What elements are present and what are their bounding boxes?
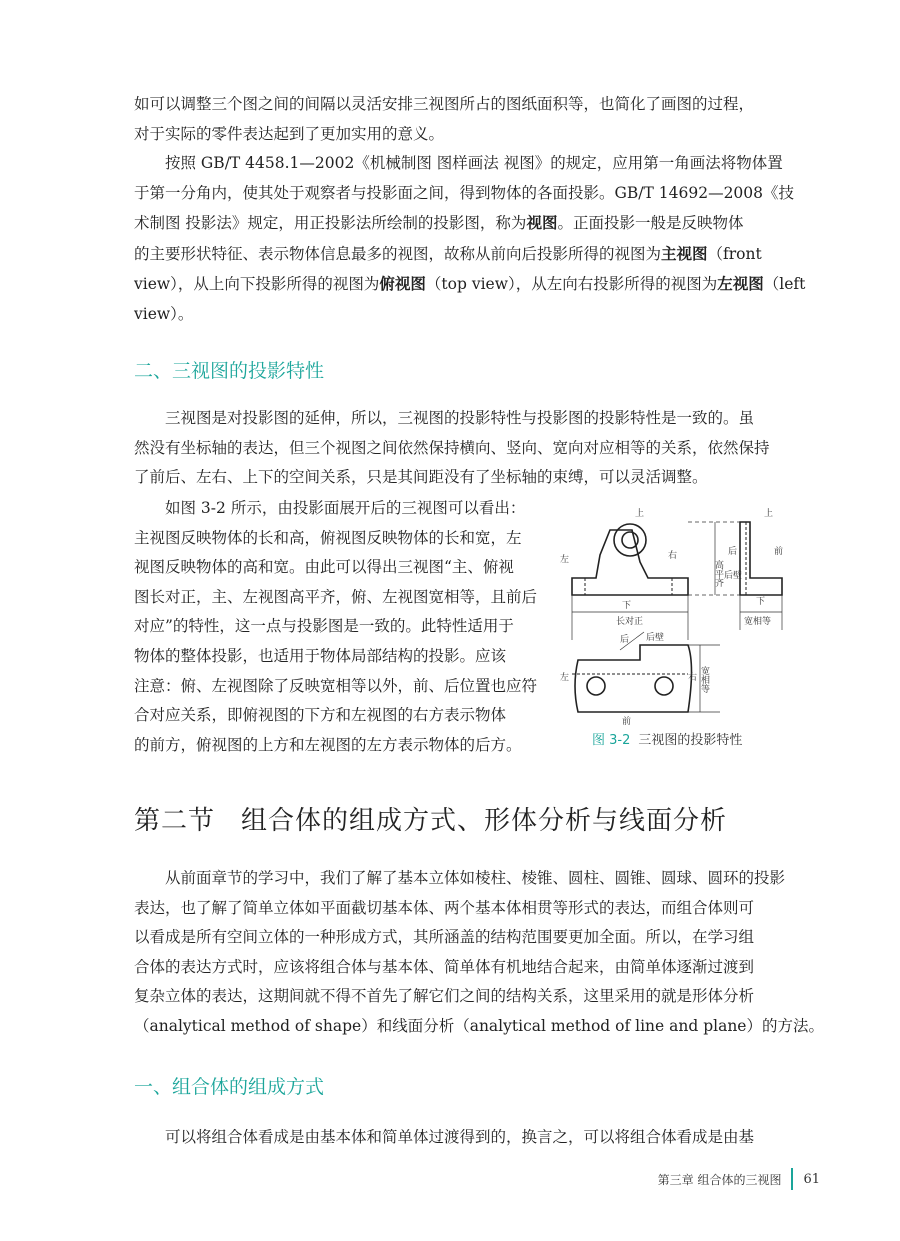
page-section-title bbox=[134, 800, 727, 837]
text-line: 如可以调整三个图之间的间隔以灵活安排三视图所占的图纸面积等，也简化了画图的过程， bbox=[134, 95, 755, 113]
text-line: 了前后、左右、上下的空间关系，只是其间距没有了坐标轴的束缚，可以灵活调整。 bbox=[134, 468, 708, 487]
label-back: 后 bbox=[728, 547, 738, 557]
label-down: 下 bbox=[622, 601, 632, 611]
text-line: 如图 3-2 所示，由投影面展开后的三视图可以看出： bbox=[165, 499, 526, 517]
text-line: 以看成是所有空间立体的一种形成方式，其所涵盖的结构范围要更加全面。所以，在学习组 bbox=[134, 928, 755, 947]
footer-divider bbox=[791, 1168, 793, 1190]
label-length-aligned: 长对正 bbox=[616, 617, 644, 627]
text-line: 注意：俯、左视图除了反映宽相等以外，前、后位置也应符 bbox=[134, 676, 538, 695]
paragraph-composition bbox=[134, 1123, 790, 1153]
text-line: 的前方，俯视图的上方和左视图的左方表示物体的后方。 bbox=[134, 735, 522, 754]
figure-title: 三视图的投影特性 bbox=[638, 733, 743, 748]
paragraph-projection-properties bbox=[134, 404, 790, 493]
label-width-equal: 宽相等 bbox=[699, 666, 709, 693]
label-left: 左 bbox=[560, 555, 570, 565]
text-line: 可以将组合体看成是由基本体和简单体过渡得到的，换言之，可以将组合体看成是由基 bbox=[165, 1128, 755, 1146]
text-line: 三视图是对投影图的延伸，所以，三视图的投影特性与投影图的投影特性是一致的。虽 bbox=[165, 409, 755, 427]
text-line: 视图反映物体的高和宽。由此可以得出三视图“主、俯视 bbox=[134, 558, 514, 577]
text-line: 于第一分角内，使其处于观察者与投影面之间，得到物体的各面投影。GB/T 14692—2008《技 bbox=[134, 183, 795, 202]
page-footer bbox=[658, 1168, 820, 1190]
text-line: 然没有坐标轴的表达，但三个视图之间依然保持横向、竖向、宽向对应相等的关系，依然保持 bbox=[134, 438, 770, 457]
label-front: 前 bbox=[774, 547, 784, 557]
text-line: 主视图反映物体的长和高，俯视图反映物体的长和宽，左 bbox=[134, 528, 522, 547]
label-down: 下 bbox=[756, 597, 766, 607]
section-title: 组合体的组成方式、形体分析与线面分析 bbox=[241, 806, 728, 836]
text-line: 从前面章节的学习中，我们了解了基本立体如棱柱、棱锥、圆柱、圆锥、圆球、圆环的投影 bbox=[165, 869, 786, 887]
text-line: 对于实际的零件表达起到了更加实用的意义。 bbox=[134, 124, 445, 143]
page-number: 61 bbox=[803, 1171, 820, 1187]
three-view-drawing bbox=[560, 500, 800, 730]
term-top-view: 俯视图 bbox=[379, 274, 426, 294]
chapter-title: 第三章 组合体的三视图 bbox=[657, 1172, 782, 1187]
term-left-view: 左视图 bbox=[717, 274, 764, 294]
label-left: 左 bbox=[560, 673, 570, 683]
text-line: （analytical method of shape）和线面分析（analytical method of line and plane）的方法。 bbox=[134, 1016, 824, 1035]
label-up: 上 bbox=[635, 509, 645, 519]
text-line: 复杂立体的表达，这期间就不得不首先了解它们之间的结构关系，这里采用的就是形体分析 bbox=[134, 987, 755, 1006]
text-line: 对应”的特性，这一点与投影图是一致的。此特性适用于 bbox=[134, 617, 514, 636]
paragraph-figure-explanation bbox=[134, 494, 544, 760]
text-line: 术制图 投影法》规定，用正投影法所绘制的投影图，称为视图。正面投影一般是反映物体 bbox=[134, 213, 744, 233]
text-line: 合对应关系，即俯视图的下方和左视图的右方表示物体 bbox=[134, 706, 507, 725]
paragraph-composite-intro bbox=[134, 864, 824, 1042]
label-right: 右 bbox=[688, 673, 698, 683]
text-line: view）。 bbox=[134, 304, 194, 323]
text-line: 物体的整体投影，也适用于物体局部结构的投影。应该 bbox=[134, 646, 507, 665]
text-line: 合体的表达方式时，应该将组合体与基本体、简单体有机地结合起来，由简单体逐渐过渡到 bbox=[134, 957, 755, 976]
figure-caption bbox=[592, 729, 742, 748]
text-line: view），从上向下投影所得的视图为俯视图（top view），从左向右投影所得的视图为左视图（left bbox=[134, 274, 806, 294]
label-right: 右 bbox=[668, 551, 678, 561]
label-front: 前 bbox=[622, 717, 632, 727]
figure-number: 图 3-2 bbox=[592, 733, 631, 748]
label-height-level: 高平齐 bbox=[713, 560, 723, 587]
section-heading-projection-properties: 二、三视图的投影特性 bbox=[134, 360, 325, 382]
term-view: 视图 bbox=[526, 213, 558, 233]
text-line: 的主要形状特征、表示物体信息最多的视图，故称从前向后投影所得的视图为主视图（front bbox=[134, 243, 762, 263]
text-line: 按照 GB/T 4458.1—2002《机械制图 图样画法 视图》的规定，应用第一角画法将物体置 bbox=[165, 154, 783, 172]
paragraph-gb-standard bbox=[134, 149, 806, 330]
section-number: 第二节 bbox=[134, 806, 216, 836]
paragraph-intro-continuation bbox=[134, 90, 790, 149]
label-up: 上 bbox=[764, 509, 774, 519]
label-back-wall: 后壁 bbox=[724, 571, 743, 581]
label-back-wall: 后壁 bbox=[646, 633, 665, 643]
label-back: 后 bbox=[620, 635, 630, 645]
section-heading-composition: 一、组合体的组成方式 bbox=[134, 1076, 325, 1098]
text-line: 表达，也了解了简单立体如平面截切基本体、两个基本体相贯等形式的表达，而组合体则可 bbox=[134, 898, 755, 917]
term-front-view: 主视图 bbox=[661, 243, 708, 263]
text-line: 图长对正，主、左视图高平齐，俯、左视图宽相等，且前后 bbox=[134, 587, 538, 606]
label-width-equal: 宽相等 bbox=[744, 617, 772, 627]
